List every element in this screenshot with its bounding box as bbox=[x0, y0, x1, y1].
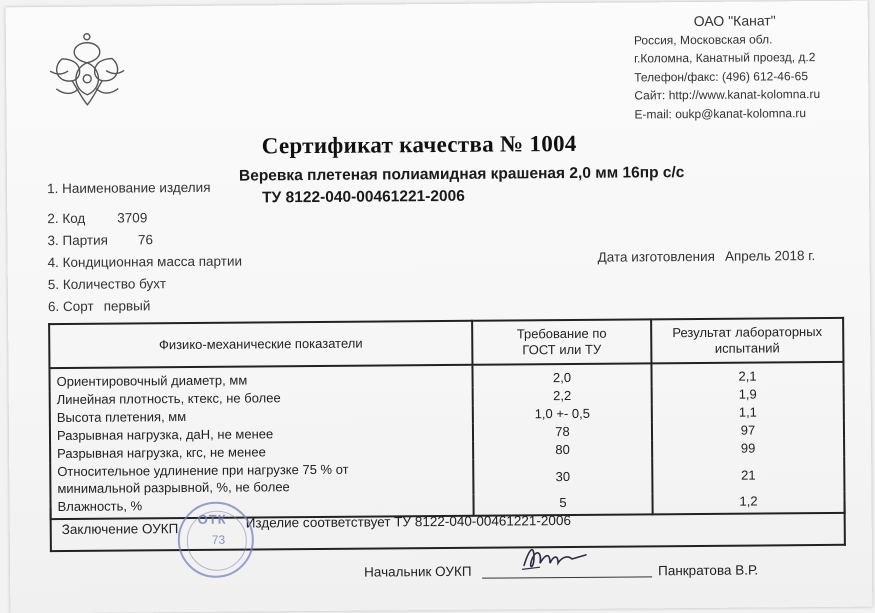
stamp-text-number: 73 bbox=[211, 532, 226, 547]
row-result: 2,1 bbox=[651, 362, 843, 387]
conclusion-label: Заключение ОУКП bbox=[61, 521, 179, 537]
field-batch bbox=[47, 232, 153, 248]
signature-rule bbox=[482, 576, 652, 578]
field-coil-count bbox=[48, 276, 166, 292]
row-result: 99 bbox=[652, 439, 844, 459]
stamp-text-otk: ОТК bbox=[197, 511, 227, 527]
row-requirement: 78 bbox=[473, 422, 652, 441]
column-header-requirement bbox=[472, 319, 651, 364]
properties-table bbox=[48, 317, 846, 520]
company-name: ОАО "Канат" bbox=[693, 12, 776, 29]
company-address-line: Россия, Московская обл. bbox=[633, 31, 773, 47]
row-result: 97 bbox=[652, 421, 844, 441]
company-address-line: г.Коломна, Канатный проезд, д.2 bbox=[633, 50, 816, 66]
column-header-result-text: Результат лабораторных испытаний bbox=[672, 323, 823, 356]
field-label: 1. Наименование изделия bbox=[46, 179, 211, 197]
certificate-title: Сертификат качества № 1004 bbox=[261, 130, 577, 159]
field-code bbox=[47, 210, 147, 226]
row-property: Разрывная нагрузка, кгс, не менее bbox=[50, 442, 473, 463]
column-header-property: Физико-механические показатели bbox=[49, 321, 472, 368]
row-result: 1,2 bbox=[652, 492, 844, 515]
company-email: E-mail: oukp@kanat-kolomna.ru bbox=[634, 105, 807, 121]
handwritten-signature bbox=[520, 539, 590, 576]
row-requirement: 1,0 +- 0,5 bbox=[473, 404, 652, 423]
field-value: 76 bbox=[137, 232, 154, 248]
field-product-name bbox=[47, 180, 211, 196]
certificate-sheet bbox=[6, 1, 873, 613]
manufacture-date bbox=[598, 248, 816, 265]
field-batch-mass bbox=[48, 254, 242, 271]
field-label: 5. Количество бухт bbox=[47, 276, 167, 293]
row-requirement: 30 bbox=[473, 458, 652, 494]
column-header-result bbox=[651, 318, 843, 364]
row-property: Высота плетения, мм bbox=[50, 406, 473, 427]
row-result: 21 bbox=[652, 457, 844, 494]
field-label: 4. Кондиционная масса партии bbox=[47, 253, 243, 271]
field-label: 6. Сорт bbox=[47, 298, 94, 315]
row-property: Ориентировочный диаметр, мм bbox=[49, 365, 472, 391]
company-phone: Телефон/факс: (496) 612-46-65 bbox=[634, 68, 809, 84]
row-requirement: 80 bbox=[473, 440, 652, 459]
row-property: Линейная плотность, ктекс, не более bbox=[50, 388, 473, 409]
knot-logo-icon bbox=[42, 28, 133, 109]
row-result: 1,1 bbox=[652, 403, 844, 423]
field-label: 3. Партия bbox=[47, 232, 108, 249]
product-standard: ТУ 8122-040-00461221-2006 bbox=[262, 187, 465, 207]
row-requirement: 2,0 bbox=[472, 363, 651, 387]
column-header-requirement-text: Требование по ГОСТ или ТУ bbox=[516, 325, 607, 358]
signature-position-label: Начальник ОУКП bbox=[364, 563, 472, 580]
row-requirement: 5 bbox=[473, 493, 652, 515]
table-header-row bbox=[49, 318, 843, 368]
field-value: первый bbox=[103, 298, 151, 314]
row-result: 1,9 bbox=[652, 385, 844, 405]
signer-name: Панкратова В.Р. bbox=[658, 562, 759, 579]
date-label: Дата изготовления bbox=[597, 248, 715, 265]
conclusion-text: Изделие соответствует ТУ 8122-040-00461221-2006 bbox=[245, 512, 571, 531]
row-property-text: Относительное удлинение при нагрузке 75 % от минимальной разрывной, %, не более bbox=[57, 461, 349, 497]
row-requirement: 2,2 bbox=[473, 386, 652, 405]
company-website: Сайт: http://www.kanat-kolomna.ru bbox=[634, 87, 821, 103]
date-value: Апрель 2018 г. bbox=[724, 248, 816, 264]
field-value: 3709 bbox=[117, 210, 148, 226]
row-property bbox=[50, 460, 473, 498]
row-property: Разрывная нагрузка, даН, не менее bbox=[50, 424, 473, 445]
field-grade bbox=[48, 298, 151, 314]
product-name: Веревка плетеная полиамидная крашеная 2,0 мм 16пр с/с bbox=[238, 164, 685, 185]
company-info bbox=[634, 11, 821, 123]
field-label: 2. Код bbox=[47, 210, 86, 227]
row-property: Влажность, % bbox=[50, 495, 473, 519]
